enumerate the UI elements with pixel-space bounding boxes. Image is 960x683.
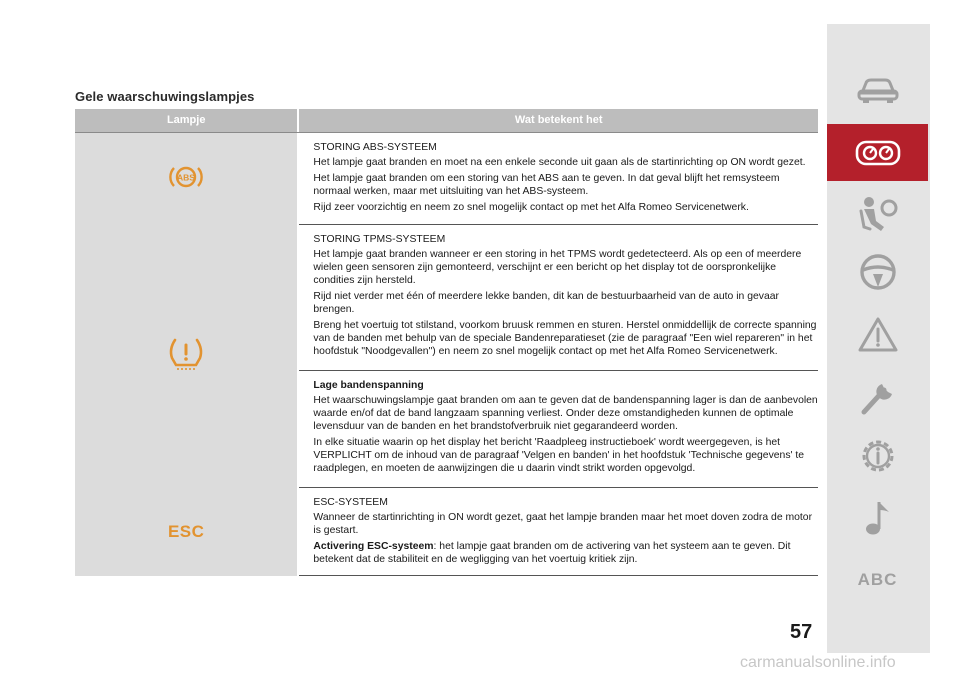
abs-icon-text: ABS [177, 172, 196, 182]
sidebar-item-index[interactable] [827, 562, 928, 598]
paragraph: Het waarschuwingslampje gaat branden om aan te geven dat de bandenspanning lager is dan de aanbevolen waarde en/of dat de band langzaam spanning verliest. Onder deze omstandigheden kunnen de optimale levensduur van de banden en het brandstofverbruik niet gegarandeerd worden. [313, 395, 818, 432]
paragraph: Breng het voertuig tot stilstand, voorkom bruusk remmen en sturen. Herstel onmiddellijk de correcte spanning van de banden met behulp van de speciale Bandenreparatieset (zie de paragraaf "Een wiel repareren" in het hoofdstuk "Noodgevallen") en neem zo snel mogelijk contact op met het Alfa Romeo Servicenetwerk. [313, 320, 817, 357]
table-row [75, 225, 818, 488]
music-note-icon [861, 498, 895, 538]
header-description: Wat betekent het [297, 109, 818, 132]
paragraph: Rijd zeer voorzichtig en neem zo snel mogelijk contact op met het Alfa Romeo Servicenetwerk. [313, 202, 749, 213]
description-cell [297, 225, 818, 488]
paragraph: In elke situatie waarin op het display het bericht 'Raadpleeg instructieboek' wordt weergegeven, is het VERPLICHT om de inhoud van de paragraaf 'Velgen en banden' in het hoofdstuk 'Technische gegevens' te raadplegen, en moeten de aanwijzingen die u daarin vindt strikt worden opgevolgd. [313, 437, 805, 474]
abc-index-label: ABC [857, 570, 898, 589]
table-row [75, 133, 818, 225]
paragraph [313, 540, 818, 566]
esc-warning-icon: ESC [167, 522, 205, 541]
gear-info-icon [857, 435, 899, 477]
abs-warning-icon [166, 164, 206, 195]
paragraph: Het lampje gaat branden wanneer er een storing in het TPMS wordt gedetecteerd. Als op een of meerdere wielen geen sensoren zijn gemonteerd, verschijnt er een bericht op het display tot de oorspronkelijke condities zijn hersteld. [313, 249, 802, 286]
description-block [299, 225, 818, 371]
warning-lights-table [75, 109, 818, 576]
sidebar-item-car[interactable] [827, 68, 928, 112]
dashboard-icon [855, 139, 901, 167]
page-number: 57 [790, 621, 813, 643]
description-block [299, 133, 818, 225]
description-cell [297, 488, 818, 576]
sidebar-item-driving[interactable] [827, 250, 928, 294]
sidebar-item-safety[interactable] [827, 192, 928, 236]
block-title: STORING ABS-SYSTEEM [313, 142, 437, 153]
sidebar-item-emergency[interactable] [827, 313, 928, 357]
airbag-person-icon [856, 195, 900, 233]
table-row [75, 488, 818, 576]
section-title: Gele waarschuwingslampjes [75, 89, 255, 104]
steering-wheel-icon [858, 252, 898, 292]
paragraph: Het lampje gaat branden om een storing van het ABS aan te geven. In dat geval blijft het remsysteem normaal werken, maar met uitsluiting van het ABS-systeem. [313, 173, 780, 197]
paragraph: Rijd niet verder met één of meerdere lekke banden, dit kan de bestuurbaarheid van de auto in gevaar brengen. [313, 291, 779, 315]
wrench-icon [858, 376, 898, 416]
description-block [299, 371, 818, 488]
car-icon [856, 75, 900, 105]
description-cell [297, 133, 818, 225]
paragraph: Het lampje gaat branden en moet na een enkele seconde uit gaan als de startinrichting op ON wordt gezet. [313, 157, 806, 168]
paragraph-rest: : het lampje gaat branden om de activering van het systeem aan te geven. Dit betekent dat de stabiliteit en de wegligging van het voertuig kritiek zijn. [313, 541, 791, 565]
warning-triangle-icon [857, 316, 899, 354]
block-title: ESC-SYSTEEM [313, 497, 388, 508]
block-title: STORING TPMS-SYSTEEM [313, 234, 446, 245]
sidebar-item-technical-data[interactable] [827, 434, 928, 478]
tpms-warning-icon [166, 337, 206, 376]
chapter-sidebar [827, 24, 930, 653]
lamp-cell [75, 133, 297, 225]
description-block [299, 488, 818, 576]
table-header [75, 109, 818, 133]
lamp-cell [75, 225, 297, 488]
sidebar-item-dashboard[interactable] [827, 124, 928, 181]
sidebar-item-maintenance[interactable] [827, 374, 928, 418]
paragraph: Wanneer de startinrichting in ON wordt gezet, gaat het lampje branden maar het moet doven zodra de motor is gestart. [313, 512, 813, 536]
sidebar-item-multimedia[interactable] [827, 496, 928, 540]
bold-lead: Activering ESC-systeem [313, 541, 434, 552]
header-lamp: Lampje [166, 114, 206, 126]
block-subtitle: Lage bandenspanning [313, 380, 424, 391]
lamp-cell [75, 488, 297, 576]
watermark: carmanualsonline.info [740, 654, 896, 671]
